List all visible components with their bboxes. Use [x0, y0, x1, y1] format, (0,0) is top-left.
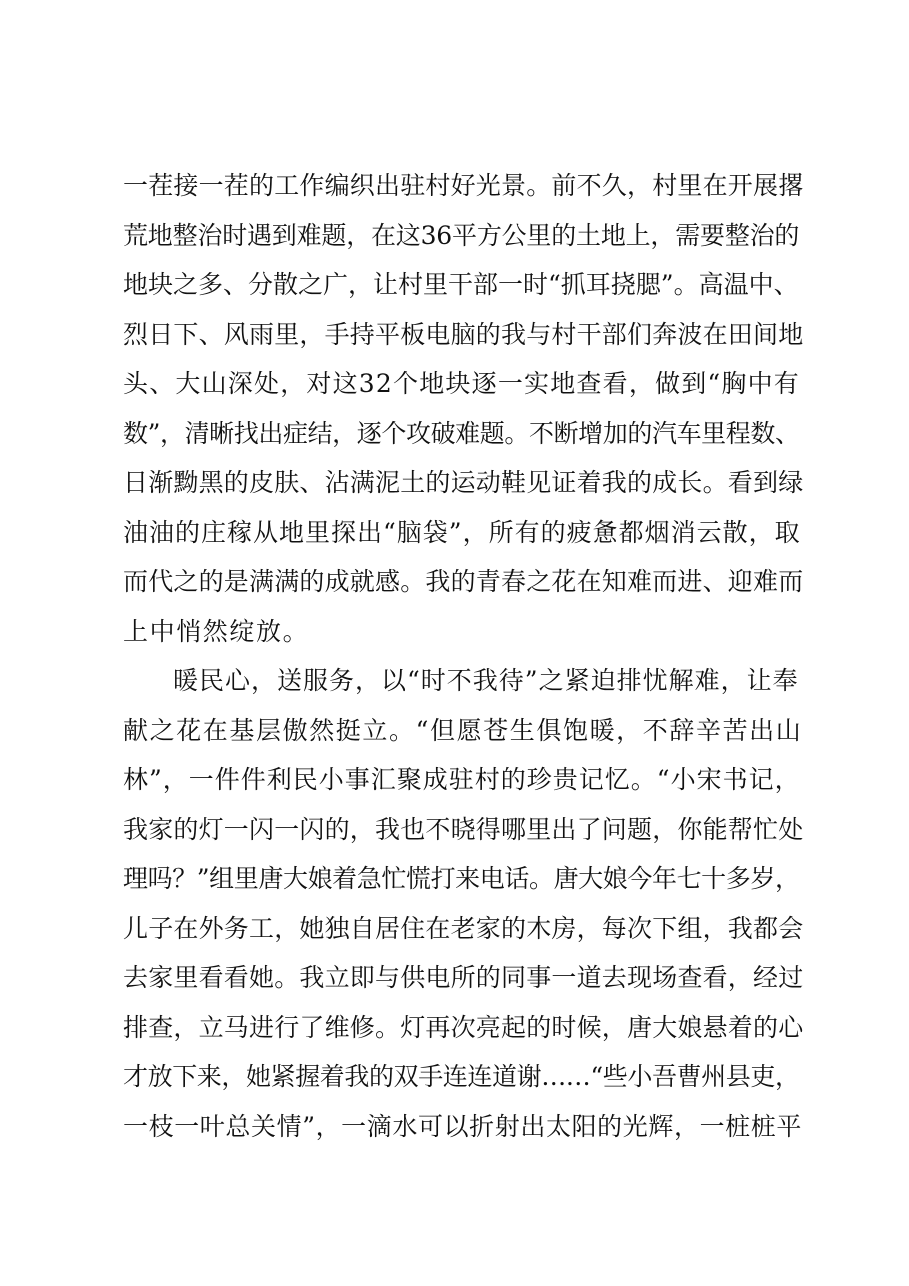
text-line: 上中悄然绽放。: [123, 617, 310, 646]
text-line: 日渐黝黑的皮肤、沾满泥土的运动鞋见证着我的成长。看到绿: [123, 468, 804, 497]
text-line: 去家里看看她。我立即与供电所的同事一道去现场查看，经过: [123, 963, 804, 992]
text-line: 而代之的是满满的成就感。我的青春之花在知难而进、迎难而: [123, 567, 804, 596]
text-line: 我家的灯一闪一闪的，我也不晓得哪里出了问题，你能帮忙处: [123, 815, 804, 844]
text-line: 儿子在外务工，她独自居住在老家的木房，每次下组，我都会: [123, 914, 804, 943]
text-line: 数”，清晰找出症结，逐个攻破难题。不断增加的汽车里程数、: [123, 419, 800, 448]
text-line: 献之花在基层傲然挺立。“但愿苍生俱饱暖，不辞辛苦出山: [123, 716, 803, 745]
text-line: 才放下来，她紧握着我的双手连连道谢……“些小吾曹州县吏，: [123, 1062, 800, 1091]
text-line: 头、大山深处，对这32个地块逐一实地查看，做到“胸中有: [123, 369, 800, 398]
text-line: 油油的庄稼从地里探出“脑袋”，所有的疲惫都烟消云散，取: [123, 518, 801, 547]
text-line: 荒地整治时遇到难题，在这36平方公里的土地上，需要整治的: [123, 221, 800, 250]
text-line: 一枝一叶总关情”，一滴水可以折射出太阳的光辉，一桩桩平: [123, 1112, 802, 1141]
text-line: 烈日下、风雨里，手持平板电脑的我与村干部们奔波在田间地: [123, 320, 804, 349]
text-line: 排查，立马进行了维修。灯再次亮起的时候，唐大娘悬着的心: [123, 1013, 804, 1042]
text-line: 地块之多、分散之广，让村里干部一时“抓耳挠腮”。高温中、: [123, 270, 799, 299]
text-line: 林”，一件件利民小事汇聚成驻村的珍贵记忆。“小宋书记，: [123, 765, 801, 794]
text-line: 一茬接一茬的工作编织出驻村好光景。前不久，村里在开展撂: [123, 171, 804, 200]
text-line: 理吗？”组里唐大娘着急忙慌打来电话。唐大娘今年七十多岁，: [123, 864, 800, 893]
paragraph-first-line: 暖民心，送服务，以“时不我待”之紧迫排忧解难，让奉: [173, 666, 799, 695]
